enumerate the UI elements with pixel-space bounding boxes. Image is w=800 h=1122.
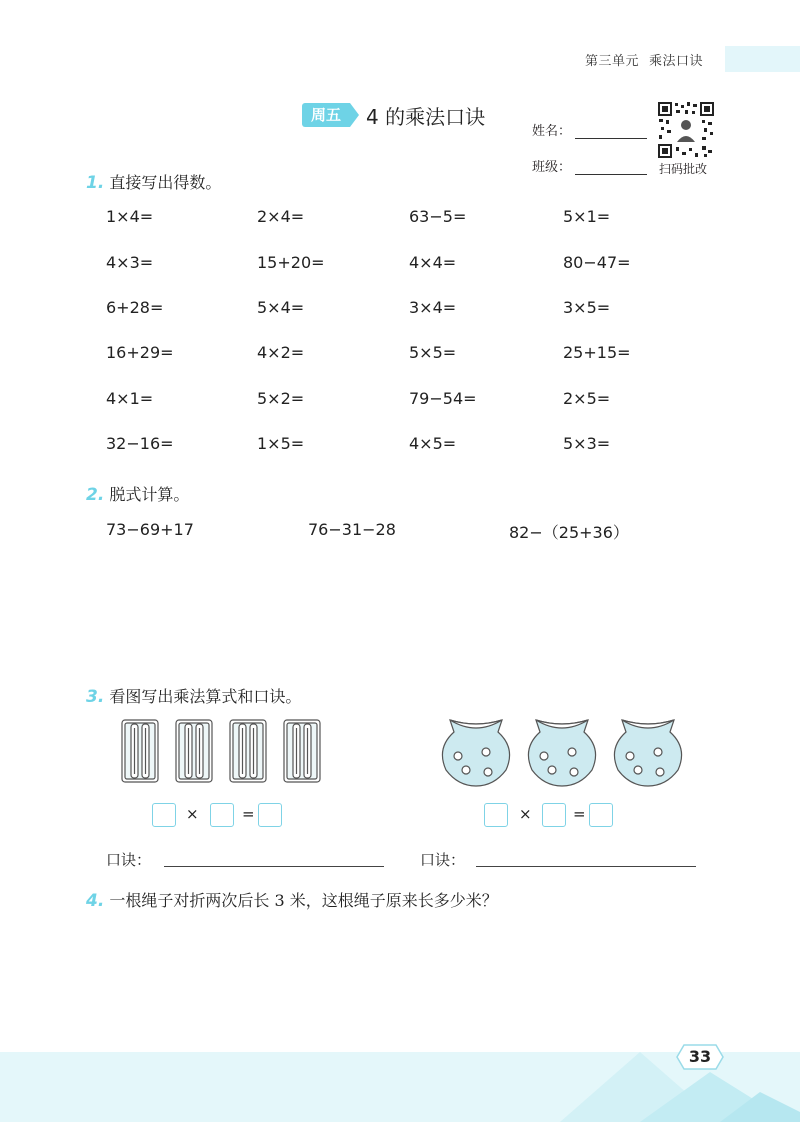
- right-answer-box-1[interactable]: [484, 803, 508, 827]
- qr-code-icon[interactable]: [658, 102, 714, 158]
- header-topic: 乘法口诀: [649, 54, 704, 69]
- name-blank[interactable]: [575, 124, 647, 139]
- left-answer-box-3[interactable]: [258, 803, 282, 827]
- left-koujue-line[interactable]: [164, 866, 384, 867]
- section-2-heading: [86, 482, 189, 505]
- problem-4-2: 4×2=: [257, 343, 305, 362]
- problem-6-3: 4×5=: [409, 434, 457, 453]
- expression-1: 73−69+17: [106, 520, 194, 539]
- problem-6-2: 1×5=: [257, 434, 305, 453]
- left-answer-box-2[interactable]: [210, 803, 234, 827]
- left-equals-sign: =: [242, 805, 255, 823]
- problem-5-1: 4×1=: [106, 389, 154, 408]
- class-blank[interactable]: [575, 160, 647, 175]
- left-koujue-label: 口诀：: [106, 851, 152, 869]
- problem-5-3: 79−54=: [409, 389, 477, 408]
- class-label: 班级：: [532, 160, 572, 175]
- section-2-number: 2.: [86, 485, 105, 505]
- chopsticks-picture: [118, 718, 338, 786]
- right-times-sign: ×: [519, 805, 532, 823]
- chopstick-holder: [122, 720, 320, 782]
- problem-2-3: 4×4=: [409, 253, 457, 272]
- class-field[interactable]: [532, 156, 647, 175]
- section-3-heading: [86, 684, 301, 707]
- section-4-number: 4.: [86, 891, 105, 911]
- problem-6-1: 32−16=: [106, 434, 174, 453]
- section-1-number: 1.: [86, 173, 105, 193]
- fishbowls-picture: [436, 714, 694, 788]
- problem-4-4: 25+15=: [563, 343, 631, 362]
- expression-2: 76−31−28: [308, 520, 396, 539]
- problem-1-2: 2×4=: [257, 207, 305, 226]
- section-4-text: 一根绳子对折两次后长 3 米，这根绳子原来长多少米？: [109, 891, 498, 910]
- problem-3-1: 6+28=: [106, 298, 164, 317]
- problem-3-3: 3×4=: [409, 298, 457, 317]
- section-4-question: [86, 888, 498, 911]
- right-answer-box-2[interactable]: [542, 803, 566, 827]
- page-number: 33: [688, 1047, 712, 1066]
- qr-caption: 扫码批改: [659, 162, 708, 176]
- problem-2-4: 80−47=: [563, 253, 631, 272]
- problem-1-3: 63−5=: [409, 207, 467, 226]
- section-3-title: 看图写出乘法算式和口诀。: [109, 687, 302, 706]
- right-answer-box-3[interactable]: [589, 803, 613, 827]
- section-3-number: 3.: [86, 687, 105, 707]
- header-text: [585, 50, 713, 69]
- page-title: 4 的乘法口诀: [366, 105, 486, 129]
- section-1-heading: [86, 170, 221, 193]
- header-unit: 第三单元: [585, 54, 640, 69]
- problem-5-2: 5×2=: [257, 389, 305, 408]
- header-band: [585, 46, 800, 72]
- problem-6-4: 5×3=: [563, 434, 611, 453]
- day-badge: 周五: [302, 103, 350, 127]
- problem-3-2: 5×4=: [257, 298, 305, 317]
- problem-3-4: 3×5=: [563, 298, 611, 317]
- problem-1-1: 1×4=: [106, 207, 154, 226]
- left-times-sign: ×: [186, 805, 199, 823]
- problem-2-1: 4×3=: [106, 253, 154, 272]
- problem-4-1: 16+29=: [106, 343, 174, 362]
- problem-1-4: 5×1=: [563, 207, 611, 226]
- left-answer-box-1[interactable]: [152, 803, 176, 827]
- right-equals-sign: =: [573, 805, 586, 823]
- section-1-title: 直接写出得数。: [109, 173, 222, 192]
- problem-5-4: 2×5=: [563, 389, 611, 408]
- right-koujue-label: 口诀：: [420, 851, 466, 869]
- right-koujue-line[interactable]: [476, 866, 696, 867]
- expression-3: 82−（25+36）: [509, 523, 629, 542]
- name-label: 姓名：: [532, 124, 572, 139]
- header-band-bg: [725, 46, 800, 72]
- section-2-title: 脱式计算。: [109, 485, 190, 504]
- problem-2-2: 15+20=: [257, 253, 325, 272]
- problem-4-3: 5×5=: [409, 343, 457, 362]
- name-field[interactable]: [532, 120, 647, 139]
